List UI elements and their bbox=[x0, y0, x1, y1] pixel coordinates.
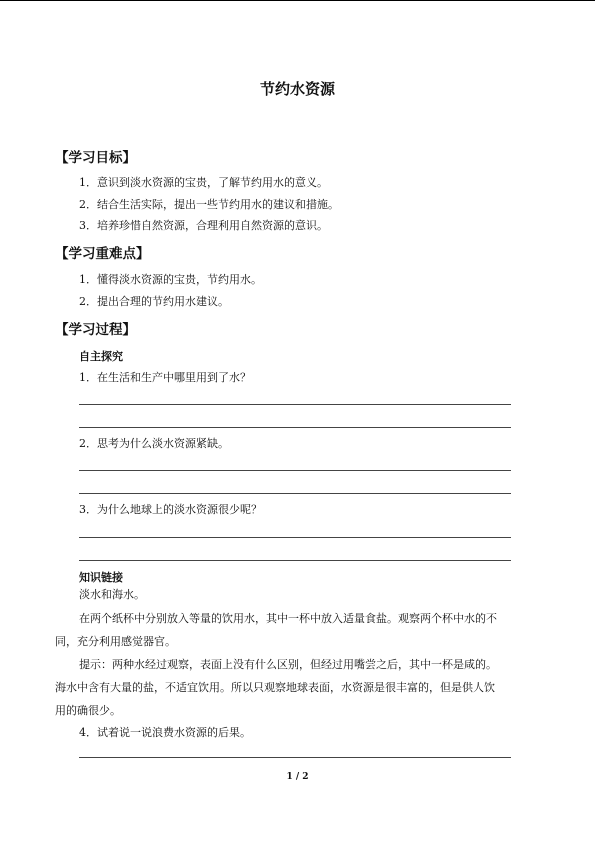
section-heading-process: 【学习过程】 bbox=[55, 322, 136, 338]
section-heading-goals: 【学习目标】 bbox=[55, 150, 136, 166]
answer-line[interactable] bbox=[79, 537, 511, 538]
answer-line[interactable] bbox=[79, 404, 511, 405]
document-title: 节约水资源 bbox=[259, 80, 335, 98]
answer-line[interactable] bbox=[79, 560, 511, 561]
knowledge-link-heading: 知识链接 bbox=[79, 571, 123, 584]
goal-item-1: 1．意识到淡水资源的宝贵，了解节约用水的意义。 bbox=[79, 176, 328, 189]
answer-line[interactable] bbox=[79, 427, 511, 428]
answer-line[interactable] bbox=[79, 470, 511, 471]
paragraph-1-line-2: 同，充分利用感觉器官。 bbox=[55, 635, 176, 648]
page-number: 1 / 2 bbox=[286, 772, 309, 782]
paragraph-1-line-1: 在两个纸杯中分别放入等量的饮用水，其中一杯中放入适量食盐。观察两个杯中水的不 bbox=[79, 612, 497, 625]
paragraph-2-line-1: 提示：两种水经过观察，表面上没有什么区别，但经过用嘴尝之后，其中一杯是咸的。 bbox=[79, 658, 497, 671]
page-top-border bbox=[0, 0, 595, 1]
paragraph-2-line-2: 海水中含有大量的盐，不适宜饮用。所以只观察地球表面，水资源是很丰富的，但是供人饮 bbox=[55, 681, 495, 694]
question-2: 2．思考为什么淡水资源紧缺。 bbox=[79, 437, 229, 450]
key-point-item-2: 2．提出合理的节约用水建议。 bbox=[79, 295, 229, 308]
self-study-heading: 自主探究 bbox=[79, 350, 123, 363]
knowledge-topic: 淡水和海水。 bbox=[79, 588, 145, 601]
paragraph-2-line-3: 用的确很少。 bbox=[55, 704, 121, 717]
section-heading-key-points: 【学习重难点】 bbox=[55, 246, 150, 262]
key-point-item-1: 1．懂得淡水资源的宝贵，节约用水。 bbox=[79, 273, 262, 286]
question-3: 3．为什么地球上的淡水资源很少呢？ bbox=[79, 503, 262, 516]
goal-item-3: 3．培养珍惜自然资源，合理利用自然资源的意识。 bbox=[79, 219, 328, 232]
goal-item-2: 2．结合生活实际，提出一些节约用水的建议和措施。 bbox=[79, 198, 339, 211]
answer-line[interactable] bbox=[79, 493, 511, 494]
answer-line[interactable] bbox=[79, 757, 511, 758]
question-4: 4．试着说一说浪费水资源的后果。 bbox=[79, 726, 251, 739]
question-1: 1．在生活和生产中哪里用到了水？ bbox=[79, 371, 251, 384]
